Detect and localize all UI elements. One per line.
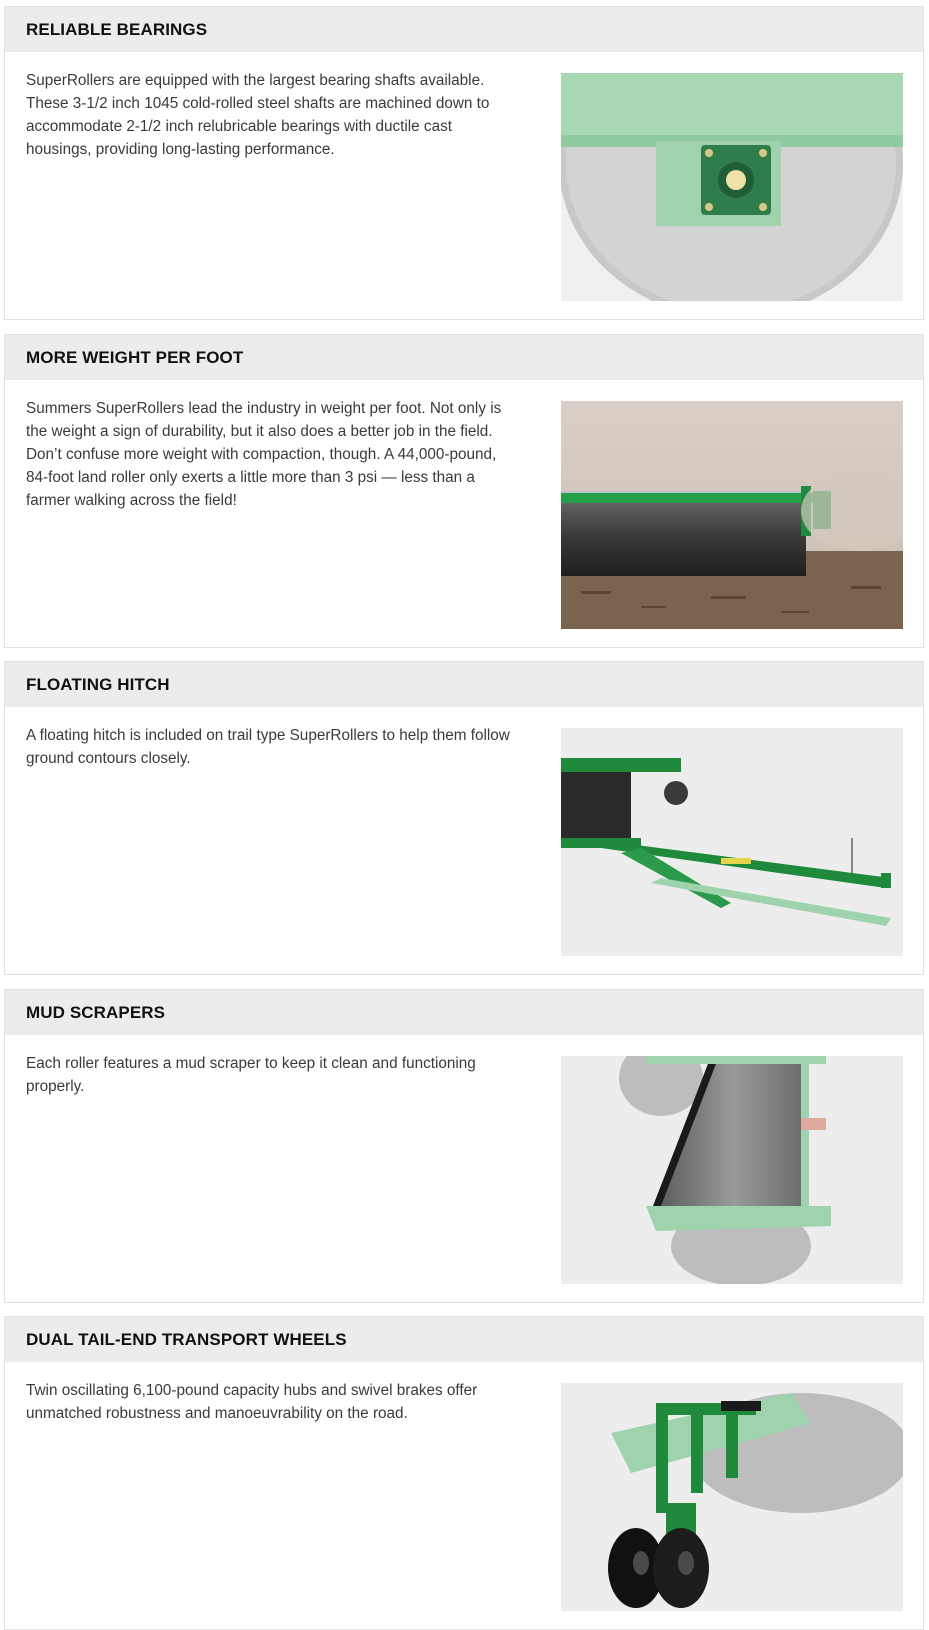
roller-field-image <box>561 401 903 629</box>
feature-mud-scrapers <box>4 989 924 1303</box>
feature-dual-tail-end-transport-wheels <box>4 1316 924 1630</box>
feature-header <box>5 1317 923 1362</box>
feature-description: Each roller features a mud scraper to keep it clean and functioning properly. <box>26 1055 476 1095</box>
feature-reliable-bearings <box>4 6 924 320</box>
transport-wheels-image <box>561 1383 903 1611</box>
feature-description: A floating hitch is included on trail type SuperRollers to help them follow ground contours closely. <box>26 727 510 767</box>
feature-header <box>5 990 923 1035</box>
feature-description: SuperRollers are equipped with the largest bearing shafts available. These 3-1/2 inch 1045 cold-rolled steel shafts are machined down to accommodate 2-1/2 inch relubricable bearings with ductile cast housings, providing long-lasting performance. <box>26 72 490 158</box>
feature-header <box>5 662 923 707</box>
feature-title: MUD SCRAPERS <box>26 1002 166 1022</box>
feature-description: Twin oscillating 6,100-pound capacity hubs and swivel brakes offer unmatched robustness and manoeuvrability on the road. <box>26 1382 478 1422</box>
hitch-image <box>561 728 903 956</box>
bearing-image <box>561 73 903 301</box>
feature-more-weight-per-foot <box>4 334 924 648</box>
feature-title: MORE WEIGHT PER FOOT <box>26 347 244 367</box>
mud-scraper-image <box>561 1056 903 1284</box>
feature-header <box>5 7 923 52</box>
feature-header <box>5 335 923 380</box>
feature-title: FLOATING HITCH <box>26 674 170 694</box>
feature-title: DUAL TAIL-END TRANSPORT WHEELS <box>26 1329 347 1349</box>
feature-title: RELIABLE BEARINGS <box>26 19 208 39</box>
feature-floating-hitch <box>4 661 924 975</box>
feature-description: Summers SuperRollers lead the industry in weight per foot. Not only is the weight a sign of durability, but it also does a better job in the field. Don’t confuse more weight with compaction, though. A 44,000-pound, 84-foot land roller only exerts a little more than 3 psi — less than a farmer walking across the field! <box>26 400 502 509</box>
